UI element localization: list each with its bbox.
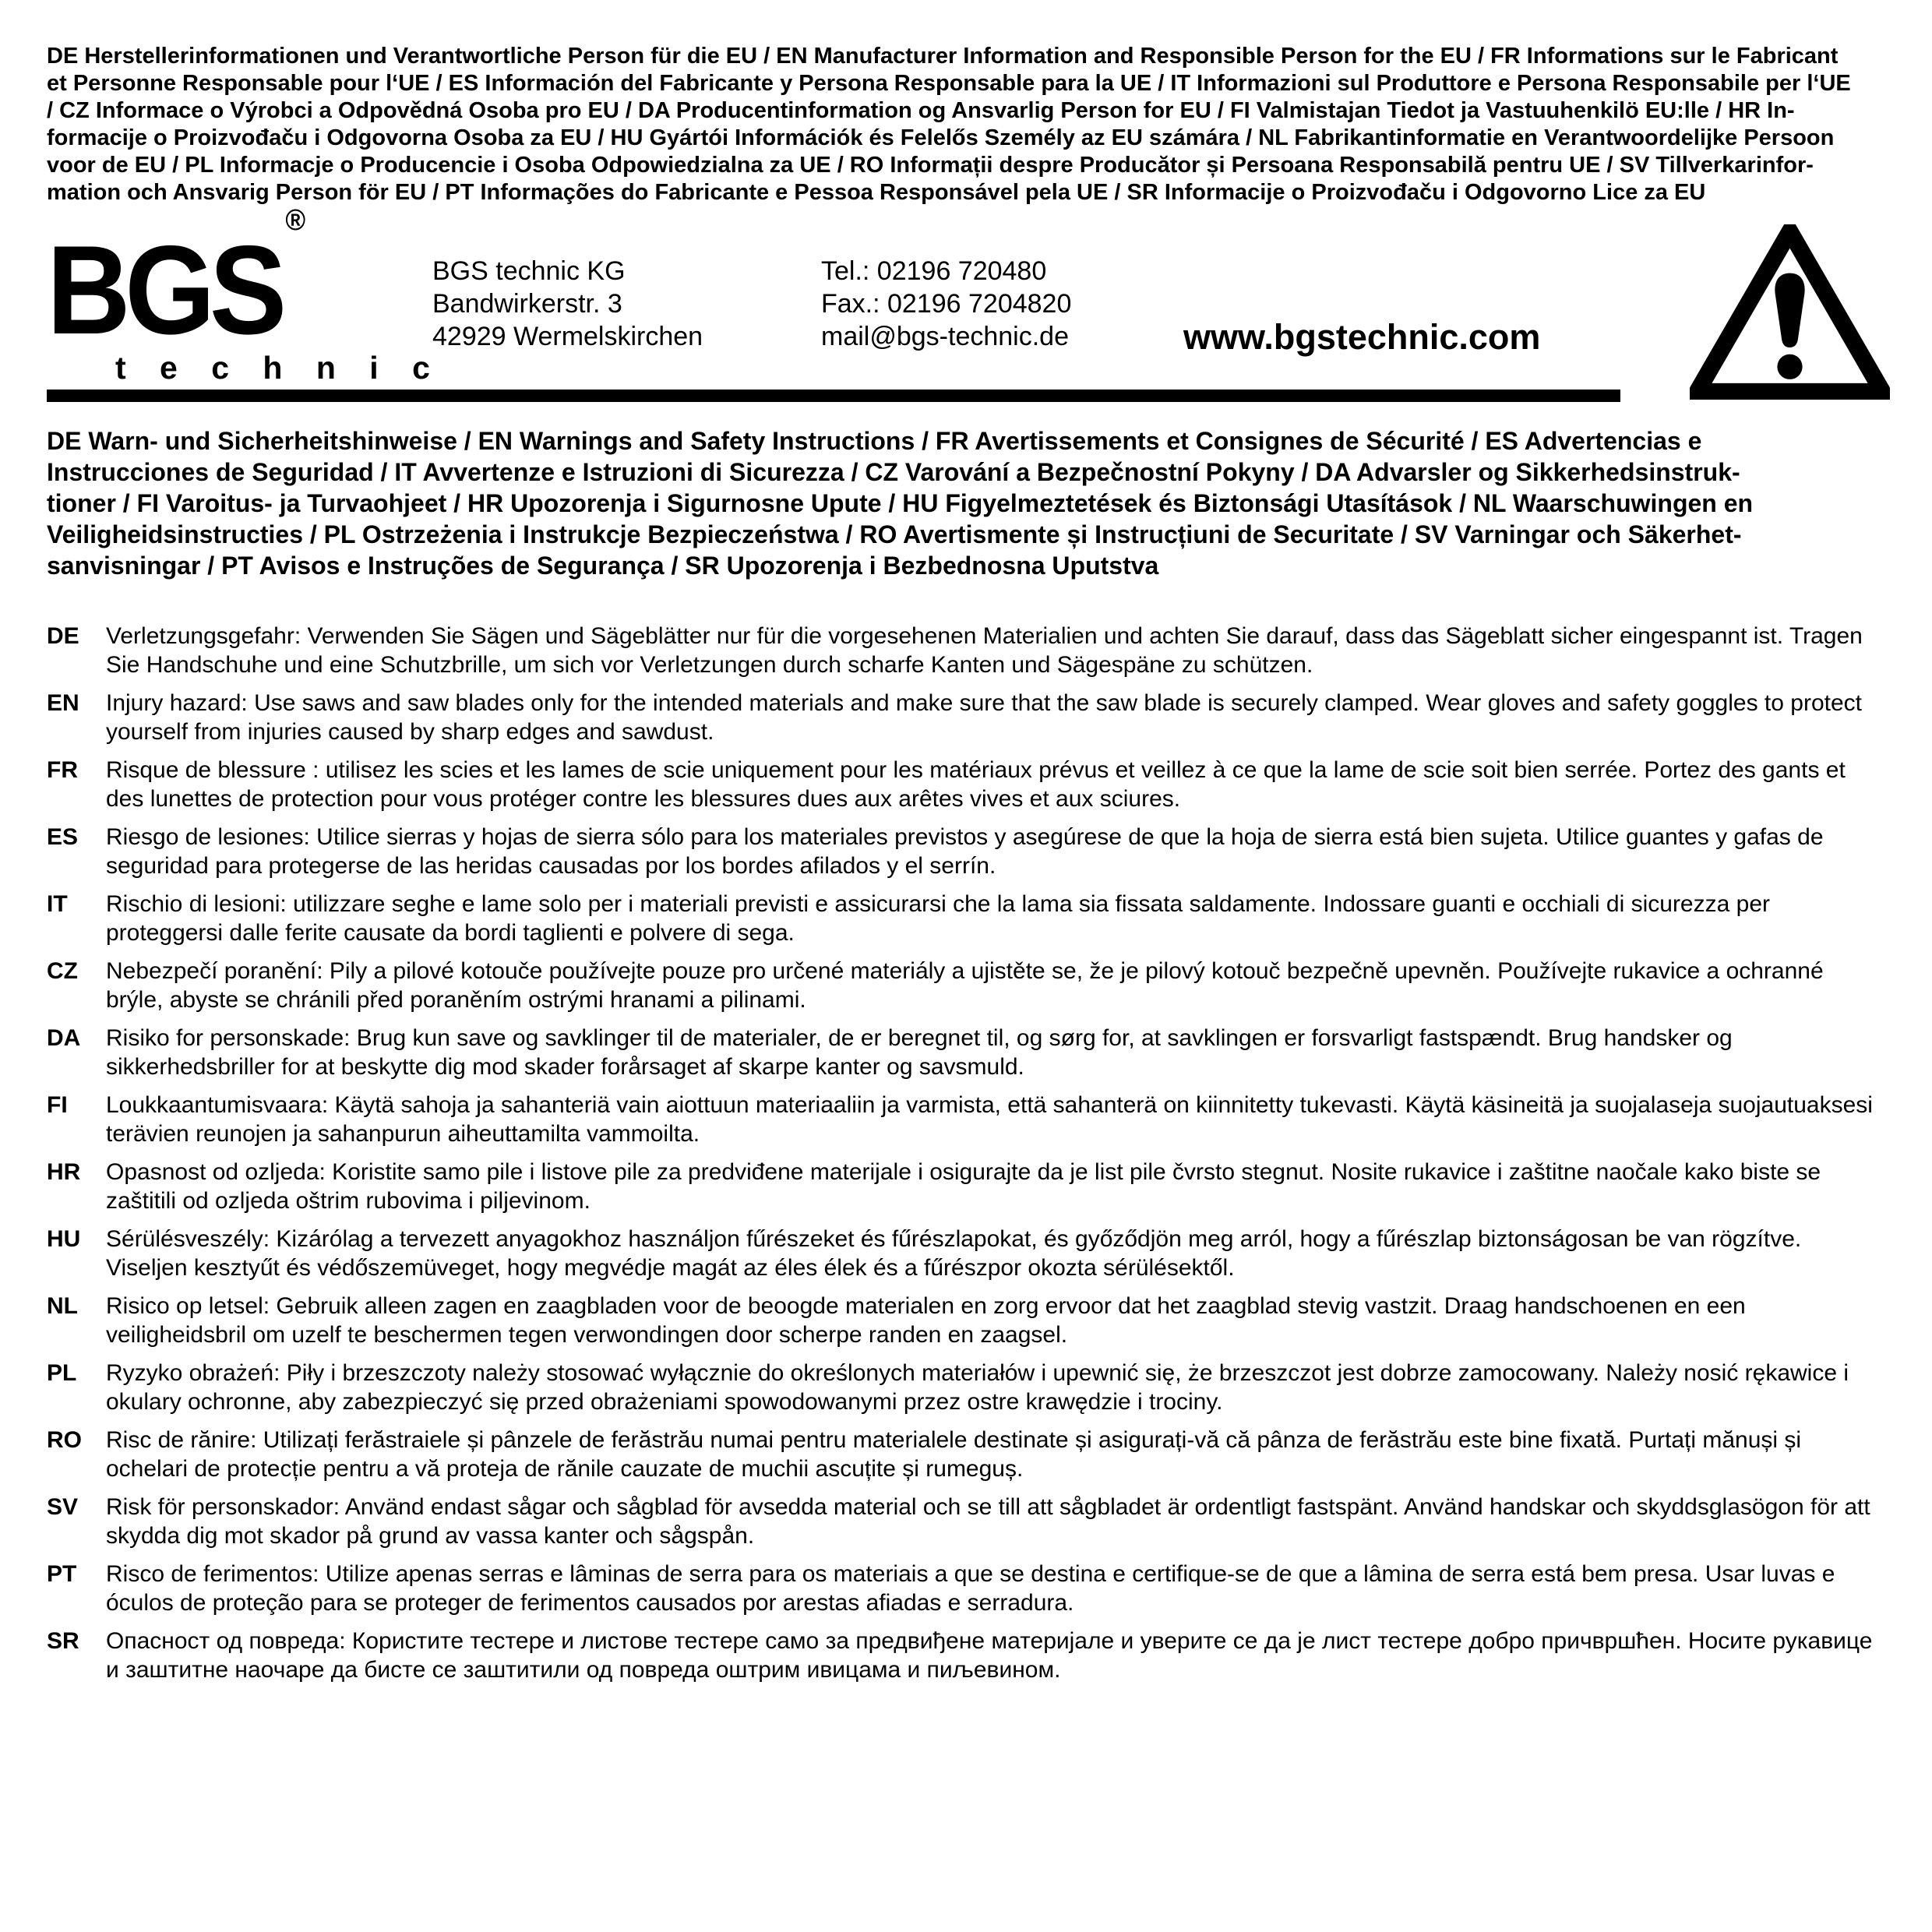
header-line: voor de EU / PL Informacje o Producencie i Osoba Odpowiedzialna za UE / RO Informații despre Producător și Persoana Responsabilă pentru UE / SV Tillverkarinfor- — [47, 153, 1814, 178]
warnings-header — [47, 425, 1885, 581]
warning-text: Verletzungsgefahr: Verwenden Sie Sägen und Sägeblätter nur für die vorgesehenen Materialien und achten Sie darauf, dass das Sägeblatt sicher eingespannt ist. Tragen Sie Handschuhe und eine Schutzbrille, um sich vor Verletzungen durch scharfe Kanten und Sägespäne zu schützen. — [106, 623, 1863, 678]
manufacturer-info-header — [47, 43, 1885, 206]
warning-text: Risc de rănire: Utilizați ferăstraiele și pânzele de ferăstrău numai pentru materialele destinate și asigurați-vă că pânza de ferăstrău este bine fixată. Purtați mănuși și ochelari de protecție pentru a vă proteja de rănile cauzate de muchii ascuțite și rumeguș. — [106, 1427, 1802, 1482]
bgs-logo-wordmark — [47, 204, 306, 361]
warning-item-nl — [47, 1292, 1885, 1349]
bgs-logo-text: BGS — [47, 220, 281, 361]
company-website: www.bgstechnic.com — [1183, 317, 1541, 357]
warning-item-da — [47, 1024, 1885, 1081]
warning-lang-code: PL — [47, 1360, 77, 1386]
warning-lang-code: IT — [47, 891, 68, 917]
warning-text: Risque de blessure : utilisez les scies et les lames de scie uniquement pour les matériaux prévus et veillez à ce que la lame de scie soit bien serrée. Portez des gants et des lunettes de protection pour vous protéger contre les blessures dues aux arêtes vives et aux sciures. — [106, 757, 1846, 812]
warning-text: Опасност од повреда: Користите тестере и листове тестере само за предвиђене материјале и уверите се да је лист тестере добро причвршћен. Носите рукавице и заштитне наочаре да бисте се заштитили од повреда оштрим ивицама и пиљевином. — [106, 1628, 1873, 1683]
warning-item-sr — [47, 1627, 1885, 1684]
company-street: Bandwirkerstr. 3 — [432, 289, 622, 319]
bgs-logo-subtext: t e c h n i c — [115, 350, 442, 386]
warning-item-es — [47, 823, 1885, 880]
bgs-logo — [47, 204, 442, 386]
registered-trademark-icon: ® — [285, 204, 306, 237]
warning-lang-code: SV — [47, 1494, 79, 1520]
header-line: et Personne Responsable pour l‘UE / ES Información del Fabricante y Persona Responsable para la UE / IT Informazioni sul Produttore e Persona Responsabile per l‘UE — [47, 71, 1851, 96]
warning-lang-code: RO — [47, 1427, 82, 1453]
company-address — [432, 255, 703, 353]
warning-lang-code: HU — [47, 1226, 81, 1252]
warning-lang-code: ES — [47, 824, 79, 850]
warning-text: Risk för personskador: Använd endast sågar och sågblad för avsedda material och se till att sågbladet är ordentligt fastspänt. Använd handskar och skyddsglasögon för att skydda dig mot skador på grund av vassa kanter och sågspån. — [106, 1494, 1870, 1549]
warning-lang-code: CZ — [47, 958, 78, 984]
warning-text: Risco de ferimentos: Utilize apenas serras e lâminas de serra para os materiais a que se destina e certifique-se de que a lâmina de serra está bem presa. Usar luvas e óculos de proteção para se proteger de ferimentos causados por arestas afiadas e serradura. — [106, 1561, 1835, 1616]
warning-text: Riesgo de lesiones: Utilice sierras y hojas de sierra sólo para los materiales previstos y asegúrese de que la hoja de sierra está bien sujeta. Utilice guantes y gafas de seguridad para protegerse de las heridas causadas por los bordes afilados y el serrín. — [106, 824, 1824, 879]
warning-item-it — [47, 890, 1885, 947]
warning-lang-code: NL — [47, 1293, 78, 1319]
header-line: mation och Ansvarig Person för EU / PT Informações do Fabricante e Pessoa Responsável pela UE / SR Informacije o Proizvođaču i Odgovorno Lice za EU — [47, 180, 1706, 205]
warnings-header-line: tioner / FI Varoitus- ja Turvaohjeet / HR Upozorenja i Sigurnosne Upute / HU Figyelmeztetések és Biztonsági Utasítások / NL Waarschuwingen en — [47, 489, 1754, 517]
warning-item-hr — [47, 1158, 1885, 1215]
warning-item-ro — [47, 1426, 1885, 1483]
header-line: formacije o Proizvođaču i Odgovorna Osoba za EU / HU Gyártói Információk és Felelős Személy az EU számára / NL Fabrikantinformatie en Verantwoordelijke Persoon — [47, 125, 1835, 150]
brand-row — [47, 204, 1885, 402]
warning-item-en — [47, 689, 1885, 746]
warning-text: Nebezpečí poranění: Pily a pilové kotouče používejte pouze pro určené materiály a ujistěte se, že je pilový kotouč bezpečně upevněn. Používejte rukavice a ochranné brýle, abyste se chránili před poraněním ostrými hranami a pilinami. — [106, 958, 1824, 1013]
warnings-header-line: Veiligheidsinstructies / PL Ostrzeżenia i Instrukcje Bezpieczeństwa / RO Avertismente și Instrucțiuni de Securitate / SV Varningar och Säkerhet- — [47, 520, 1742, 548]
warning-lang-code: HR — [47, 1159, 81, 1185]
warnings-header-line: Instrucciones de Seguridad / IT Avvertenze e Istruzioni di Sicurezza / CZ Varování a Bezpečnostní Pokyny / DA Advarsler og Sikkerhedsinstruk- — [47, 458, 1740, 486]
warning-text: Opasnost od ozljeda: Koristite samo pile i listove pile za predviđene materijale i osigurajte da je list pile čvrsto stegnut. Nosite rukavice i zaštitne naočale kako biste se zaštitili od ozljeda oštrim rubovima i piljevinom. — [106, 1159, 1821, 1214]
warning-text: Risico op letsel: Gebruik alleen zagen en zaagbladen voor de beoogde materialen en zorg ervoor dat het zaagblad stevig vastzit. Draag handschoenen en een veiligheidsbril om uzelf te beschermen tegen verwondingen door scherpe randen en zaagsel. — [106, 1293, 1746, 1348]
warning-text: Ryzyko obrażeń: Piły i brzeszczoty należy stosować wyłącznie do określonych materiałów i upewnić się, że brzeszczot jest dobrze zamocowany. Należy nosić rękawice i okulary ochronne, aby zabezpieczyć się przed obrażeniami spowodowanymi przez ostre krawędzie i trociny. — [106, 1360, 1849, 1415]
warning-triangle-icon — [1690, 224, 1890, 400]
warning-lang-code: FI — [47, 1092, 68, 1118]
warning-item-sv — [47, 1493, 1885, 1550]
warning-text: Sérülésveszély: Kizárólag a tervezett anyagokhoz használjon fűrészeket és fűrészlapokat, és győződjön meg arról, hogy a fűrészlap biztonságosan be van rögzítve. Viseljen kesztyűt és védőszemüveget, hogy megvédje magát az éles élek és a fűrészpor okozta sérülésektől. — [106, 1226, 1802, 1281]
warnings-list — [47, 622, 1885, 1684]
divider-rule — [47, 390, 1620, 402]
warnings-header-line: sanvisningar / PT Avisos e Instruções de Segurança / SR Upozorenja i Bezbednosna Uputstva — [47, 552, 1159, 580]
warning-item-hu — [47, 1225, 1885, 1282]
warning-text: Risiko for personskade: Brug kun save og savklinger til de materialer, de er beregnet til, og sørg for, at savklingen er forsvarligt fastspændt. Brug handsker og sikkerhedsbriller for at beskytte dig mod skader forårsaget af skarpe kanter og savsmuld. — [106, 1025, 1733, 1080]
company-city: 42929 Wermelskirchen — [432, 322, 703, 351]
warning-item-pl — [47, 1359, 1885, 1416]
warning-text: Injury hazard: Use saws and saw blades only for the intended materials and make sure that the saw blade is securely clamped. Wear gloves and safety goggles to protect yourself from injuries caused by sharp edges and sawdust. — [106, 690, 1862, 745]
warning-lang-code: FR — [47, 757, 78, 783]
warning-item-cz — [47, 957, 1885, 1014]
warning-lang-code: PT — [47, 1561, 77, 1587]
warning-lang-code: DE — [47, 623, 79, 649]
company-email: mail@bgs-technic.de — [821, 322, 1069, 351]
warning-item-fi — [47, 1091, 1885, 1148]
header-line: DE Herstellerinformationen und Verantwortliche Person für die EU / EN Manufacturer Information and Responsible Person for the EU / FR Informations sur le Fabricant — [47, 44, 1839, 69]
company-tel: Tel.: 02196 720480 — [821, 256, 1047, 286]
warning-item-pt — [47, 1560, 1885, 1617]
warning-lang-code: EN — [47, 690, 79, 716]
warnings-header-line: DE Warn- und Sicherheitshinweise / EN Warnings and Safety Instructions / FR Avertissements et Consignes de Sécurité / ES Advertencias e — [47, 427, 1702, 455]
warning-item-fr — [47, 756, 1885, 813]
warning-text: Loukkaantumisvaara: Käytä sahoja ja sahanteriä vain aiottuun materiaaliin ja varmista, että sahanterä on kiinnitetty tukevasti. Käytä käsineitä ja suojalaseja suojautuaksesi terävien reunojen ja sahanpurun aiheuttamilta vammoilta. — [106, 1092, 1873, 1147]
header-line: / CZ Informace o Výrobci a Odpovědná Osoba pro EU / DA Producentinformation og Ansvarlig Person for EU / FI Valmistajan Tiedot ja Vastuuhenkilö EU:lle / HR In- — [47, 98, 1795, 123]
warning-text: Rischio di lesioni: utilizzare seghe e lame solo per i materiali previsti e assicurarsi che la lama sia fissata saldamente. Indossare guanti e occhiali di sicurezza per proteggersi dalle ferite causate da bordi taglienti e polvere di sega. — [106, 891, 1770, 946]
warning-lang-code: SR — [47, 1628, 79, 1654]
warning-lang-code: DA — [47, 1025, 81, 1051]
company-contact — [821, 255, 1071, 353]
company-name: BGS technic KG — [432, 256, 626, 286]
warning-item-de — [47, 622, 1885, 679]
company-fax: Fax.: 02196 7204820 — [821, 289, 1072, 319]
